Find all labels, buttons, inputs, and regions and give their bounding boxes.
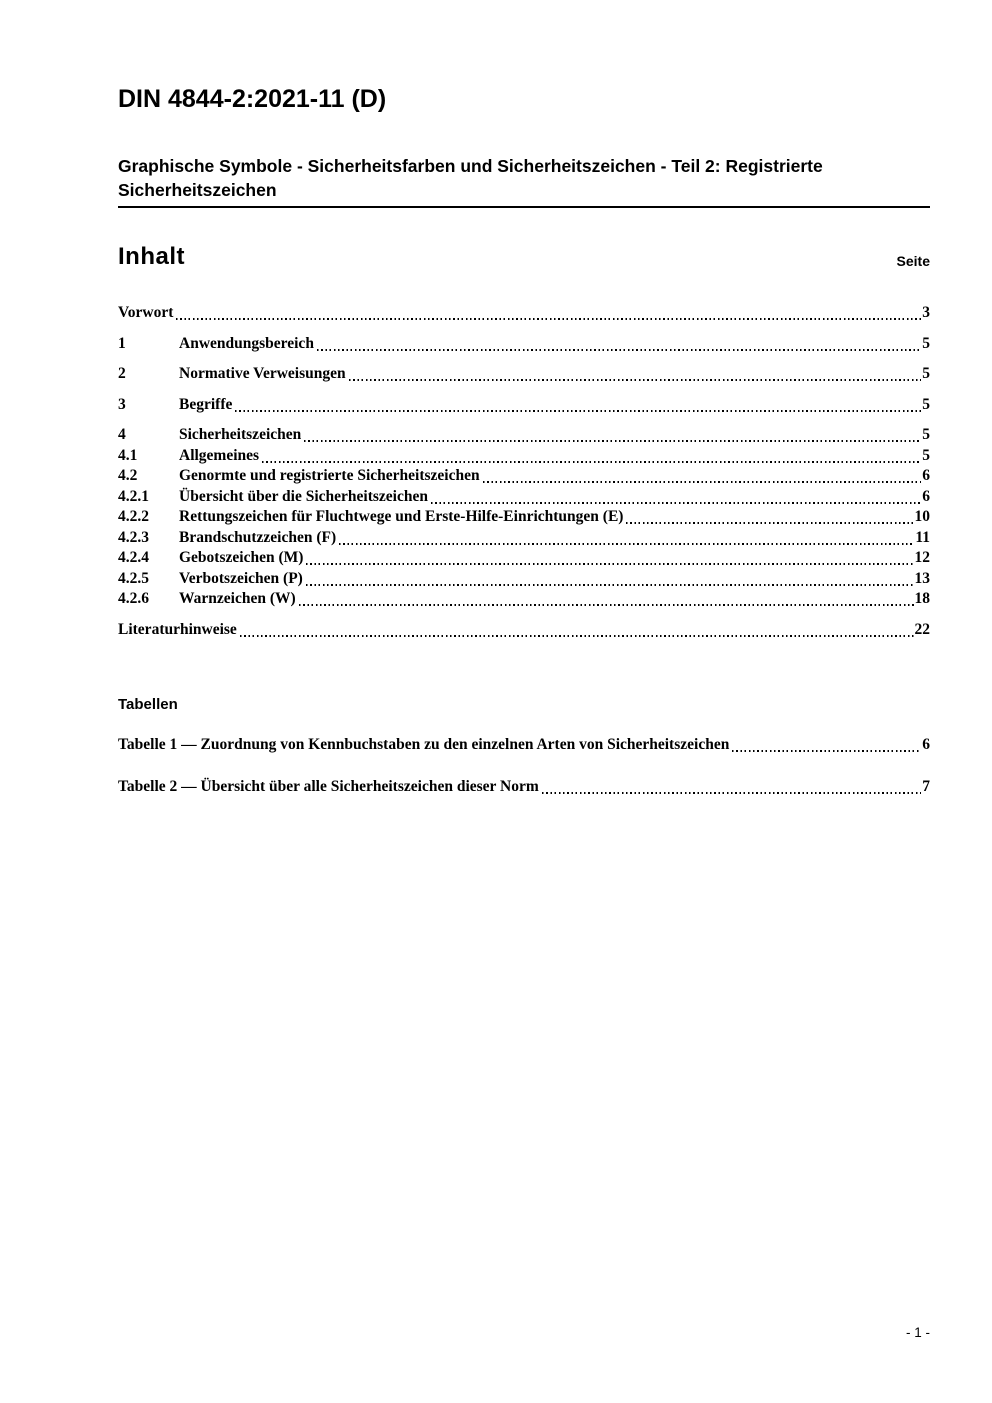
toc-entry-4-2-5[interactable] (118, 569, 930, 589)
toc-entry-page: 3 (922, 304, 930, 321)
toc-entry-page: 5 (922, 446, 930, 464)
toc-leader-dots (240, 635, 914, 637)
toc-entry-number: 4.2.5 (118, 569, 149, 587)
toc-entry-4-2[interactable] (118, 466, 930, 486)
toc-entry-number: 4.2.1 (118, 487, 149, 505)
toc-entry-label: Verbotszeichen (P) (179, 569, 303, 587)
toc-entry-label: Anwendungsbereich (179, 334, 314, 352)
toc-leader-dots (317, 349, 921, 351)
toc-entry-4-2-4[interactable] (118, 548, 930, 568)
toc-entry-label: Genormte und registrierte Sicherheitszeichen (179, 467, 480, 484)
toc-leader-dots (339, 543, 914, 545)
toc-entry-number: 4.2.2 (118, 508, 149, 525)
toc-entry-number: 2 (118, 365, 126, 382)
toc-leader-dots (306, 563, 913, 565)
toc-entry-label: Sicherheitszeichen (179, 426, 302, 443)
toc-header (118, 243, 930, 271)
toc-leader-dots (306, 584, 914, 586)
toc-entry-page: 22 (914, 620, 930, 638)
document-code: DIN 4844-2:2021-11 (D) (118, 85, 387, 113)
toc-leader-dots (431, 502, 921, 504)
toc-entry-page: 5 (922, 426, 930, 443)
toc-entry-number: 3 (118, 395, 126, 413)
toc-entry-number: 4.2.6 (118, 590, 149, 607)
toc-entry-number: 4 (118, 426, 126, 443)
table-entry-label: Tabelle 1 — Zuordnung von Kennbuchstaben zu den einzelnen Arten von Sicherheitszeichen (118, 736, 730, 753)
toc-entry-page: 5 (922, 365, 930, 382)
toc-entry-label: Normative Verweisungen (179, 365, 346, 382)
toc-entry-1[interactable] (118, 334, 930, 354)
toc-list (118, 303, 930, 640)
title-divider (118, 206, 930, 208)
toc-entry-4[interactable] (118, 425, 930, 445)
toc-entry-page: 18 (914, 590, 930, 607)
toc-entry-label: Begriffe (179, 395, 233, 413)
toc-entry-page: 6 (922, 467, 930, 484)
toc-leader-dots (176, 318, 921, 320)
toc-entry-4-2-1[interactable] (118, 487, 930, 507)
toc-heading: Inhalt (118, 243, 185, 270)
toc-entry-label: Literaturhinweise (118, 620, 237, 638)
toc-entry-label: Brandschutzzeichen (F) (179, 528, 337, 546)
toc-entry-page: 12 (914, 549, 930, 566)
toc-entry-2[interactable] (118, 364, 930, 384)
toc-entry-label: Gebotszeichen (M) (179, 549, 304, 566)
toc-entry-page: 5 (922, 334, 930, 352)
toc-entry-4-2-6[interactable] (118, 589, 930, 609)
toc-entry-number: 4.2 (118, 467, 138, 484)
table-entry-page: 7 (922, 778, 930, 795)
toc-leader-dots (626, 522, 913, 524)
toc-entry-vorwort[interactable] (118, 303, 930, 323)
toc-entry-3[interactable] (118, 395, 930, 415)
toc-entry-4-1[interactable] (118, 446, 930, 466)
toc-leader-dots (349, 379, 922, 381)
toc-entry-label: Übersicht über die Sicherheitszeichen (179, 487, 428, 505)
toc-entry-page: 6 (922, 487, 930, 505)
toc-entry-page: 10 (914, 508, 930, 525)
tables-section-heading: Tabellen (118, 696, 178, 713)
table-entry-page: 6 (922, 736, 930, 753)
table-entry-1[interactable] (118, 735, 930, 755)
toc-entry-number: 1 (118, 334, 126, 352)
toc-entry-number: 4.2.4 (118, 549, 149, 566)
toc-entry-label: Warnzeichen (W) (179, 590, 296, 607)
toc-entry-page: 13 (914, 569, 930, 587)
toc-leader-dots (299, 604, 914, 606)
toc-leader-dots (304, 440, 921, 442)
toc-leader-dots (262, 461, 921, 463)
toc-entry-number: 4.2.3 (118, 528, 149, 546)
toc-entry-number: 4.1 (118, 446, 138, 464)
page-column-label: Seite (896, 253, 930, 269)
toc-entry-label: Allgemeines (179, 446, 260, 464)
toc-entry-label: Rettungszeichen für Fluchtwege und Erste-Hilfe-Einrichtungen (E) (179, 508, 624, 525)
toc-leader-dots (542, 792, 922, 794)
toc-entry-label: Vorwort (118, 304, 174, 321)
document-title: Graphische Symbole - Sicherheitsfarben und Sicherheitszeichen - Teil 2: Registrierte Sicherheitszeichen (118, 156, 823, 200)
toc-entry-page: 11 (915, 528, 930, 546)
toc-entry-page: 5 (922, 395, 930, 413)
toc-leader-dots (732, 750, 921, 752)
toc-entry-4-2-2[interactable] (118, 507, 930, 527)
toc-entry-literaturhinweise[interactable] (118, 620, 930, 640)
toc-leader-dots (235, 410, 921, 412)
table-entry-label: Tabelle 2 — Übersicht über alle Sicherheitszeichen dieser Norm (118, 778, 539, 795)
table-entry-2[interactable] (118, 777, 930, 797)
page-number-indicator: - 1 - (905, 1325, 930, 1340)
toc-entry-4-2-3[interactable] (118, 528, 930, 548)
toc-leader-dots (483, 481, 922, 483)
tables-list (118, 735, 930, 797)
